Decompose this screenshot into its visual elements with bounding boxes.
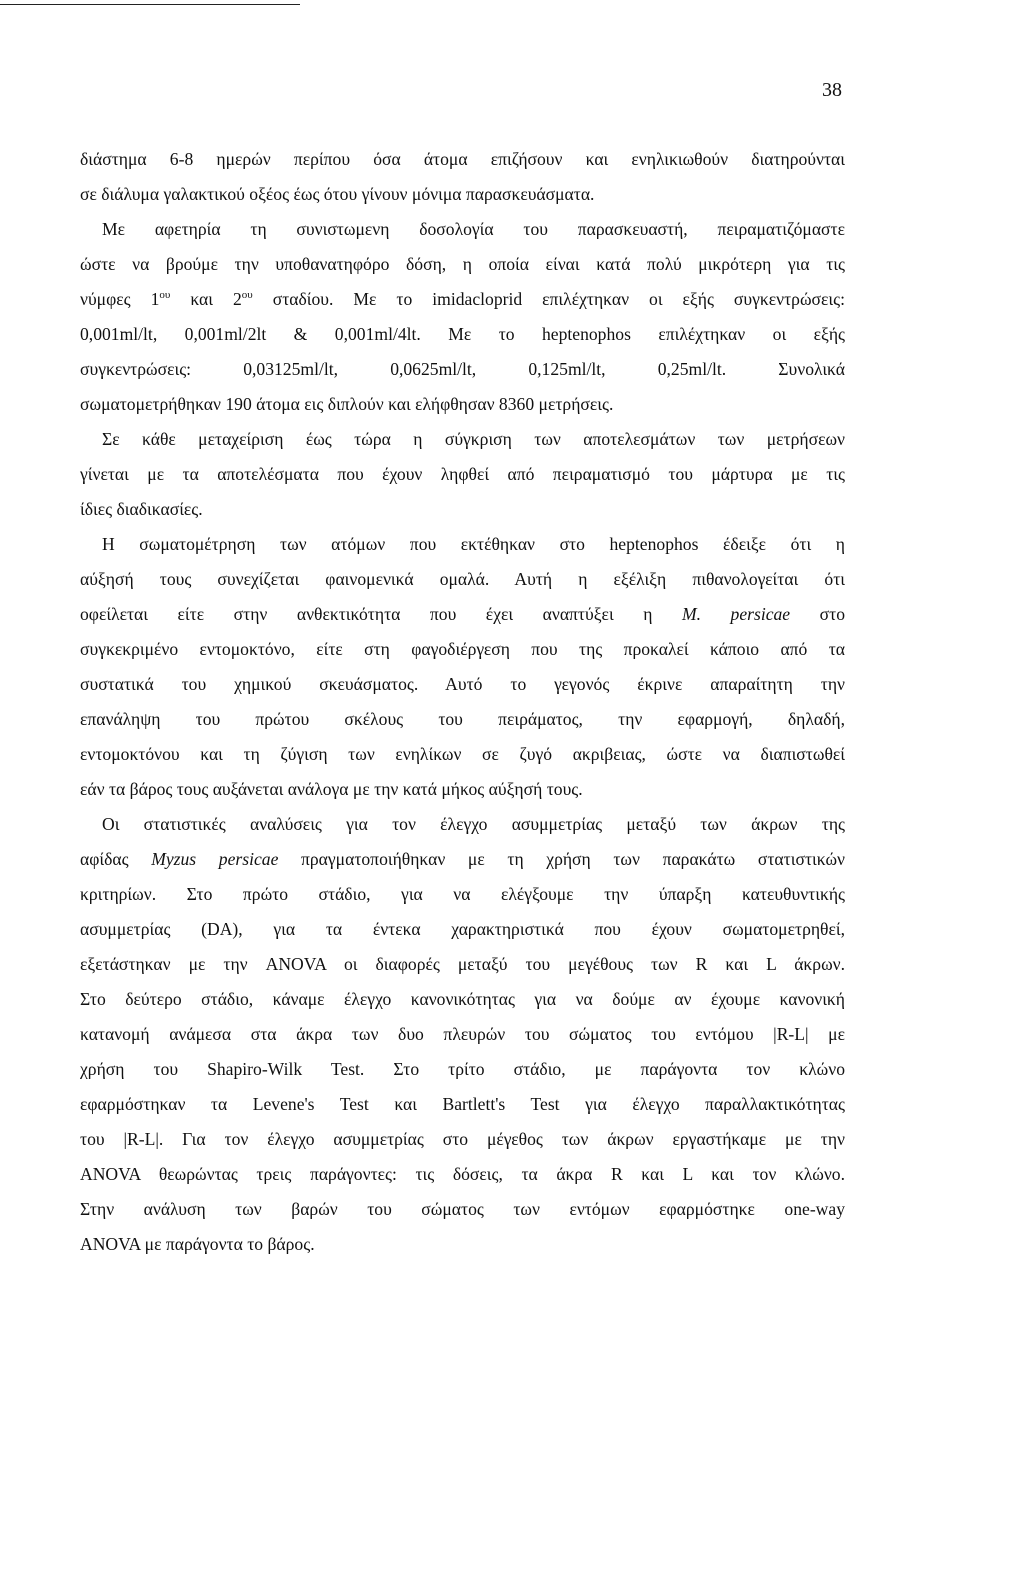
- text-segment: πραγματοποιήθηκαν με τη χρήση των παρακάτω στατιστικών: [278, 849, 845, 869]
- text-line: [80, 212, 845, 247]
- top-rule: [0, 4, 300, 5]
- text-segment: σε διάλυμα γαλακτικού οξέος έως ότου γίνουν μόνιμα παρασκευάσματα.: [80, 184, 595, 204]
- text-line: [80, 1017, 845, 1052]
- text-segment: εντομοκτόνου και τη ζύγιση των ενηλίκων σε ζυγό ακριβειας, ώστε να διαπιστωθεί: [80, 744, 845, 764]
- text-line: [80, 142, 845, 177]
- text-segment: κατανομή ανάμεσα στα άκρα των δυο πλευρών του σώματος του εντόμου |R-L| με: [80, 1024, 845, 1044]
- text-segment: ίδιες διαδικασίες.: [80, 499, 203, 519]
- text-segment: κριτηρίων. Στο πρώτο στάδιο, για να ελέγξουμε την ύπαρξη κατευθυντικής: [80, 884, 845, 904]
- text-segment: οφείλεται είτε στην ανθεκτικότητα που έχει αναπτύξει η: [80, 604, 682, 624]
- text-line: [80, 247, 845, 282]
- text-line: [80, 1052, 845, 1087]
- text-segment: νύμφες 1: [80, 289, 160, 309]
- text-line: [80, 387, 845, 422]
- text-line: [80, 562, 845, 597]
- text-line: [80, 807, 845, 842]
- text-segment: του |R-L|. Για τον έλεγχο ασυμμετρίας στο μέγεθος των άκρων εργαστήκαμε με την: [80, 1129, 845, 1149]
- text-segment: ασυμμετρίας (DA), για τα έντεκα χαρακτηριστικά που έχουν σωματομετρηθεί,: [80, 919, 845, 939]
- text-line: [80, 282, 845, 317]
- text-segment: Με αφετηρία τη συνιστωμενη δοσολογία του παρασκευαστή, πειραματιζόμαστε: [102, 219, 845, 239]
- text-line: [80, 352, 845, 387]
- text-line: [80, 1157, 845, 1192]
- text-segment: εφαρμόστηκαν τα Levene's Test και Bartlett's Test για έλεγχο παραλλακτικότητας: [80, 1094, 845, 1114]
- text-line: [80, 702, 845, 737]
- text-segment: και 2: [170, 289, 242, 309]
- text-line: [80, 597, 845, 632]
- text-segment: σταδίου. Με το imidacloprid επιλέχτηκαν οι εξής συγκεντρώσεις:: [252, 289, 845, 309]
- text-line: [80, 947, 845, 982]
- text-line: [80, 422, 845, 457]
- text-line: [80, 492, 845, 527]
- text-line: [80, 667, 845, 702]
- text-line: [80, 1087, 845, 1122]
- text-segment: εάν τα βάρος τους αυξάνεται ανάλογα με την κατά μήκος αύξησή τους.: [80, 779, 583, 799]
- text-segment: Σε κάθε μεταχείριση έως τώρα η σύγκριση των αποτελεσμάτων των μετρήσεων: [102, 429, 845, 449]
- text-line: [80, 457, 845, 492]
- text-line: [80, 737, 845, 772]
- text-line: [80, 317, 845, 352]
- text-line: [80, 877, 845, 912]
- text-segment: ANOVA με παράγοντα το βάρος.: [80, 1234, 315, 1254]
- text-segment: διάστημα 6-8 ημερών περίπου όσα άτομα επιζήσουν και ενηλικιωθούν διατηρούνται: [80, 149, 845, 169]
- text-segment: Στο δεύτερο στάδιο, κάναμε έλεγχο κανονικότητας για να δούμε αν έχουμε κανονική: [80, 989, 845, 1009]
- text-segment: Η σωματομέτρηση των ατόμων που εκτέθηκαν στο heptenophos έδειξε ότι η: [102, 534, 845, 554]
- text-segment: στο: [790, 604, 846, 624]
- text-line: [80, 527, 845, 562]
- text-line: [80, 1192, 845, 1227]
- text-segment: συγκεκριμένο εντομοκτόνο, είτε στη φαγοδιέργεση που της προκαλεί κάποιο από τα: [80, 639, 845, 659]
- superscript: ου: [159, 289, 171, 301]
- superscript: ου: [241, 289, 253, 301]
- italic-text: Myzus persicae: [151, 849, 279, 869]
- text-segment: σωματομετρήθηκαν 190 άτομα εις διπλούν και ελήφθησαν 8360 μετρήσεις.: [80, 394, 614, 414]
- text-segment: αφίδας: [80, 849, 152, 869]
- text-line: [80, 177, 845, 212]
- text-line: [80, 982, 845, 1017]
- text-line: [80, 912, 845, 947]
- text-segment: συστατικά του χημικού σκευάσματος. Αυτό το γεγονός έκρινε απαραίτητη την: [80, 674, 845, 694]
- text-line: [80, 842, 845, 877]
- page-number: 38: [822, 79, 842, 101]
- text-segment: αύξησή τους συνεχίζεται φαινομενικά ομαλά. Αυτή η εξέλιξη πιθανολογείται ότι: [80, 569, 845, 589]
- text-segment: ANOVA θεωρώντας τρεις παράγοντες: τις δόσεις, τα άκρα R και L και τον κλώνο.: [80, 1164, 845, 1184]
- text-segment: εξετάστηκαν με την ANOVA οι διαφορές μεταξύ του μεγέθους των R και L άκρων.: [80, 954, 845, 974]
- text-line: [80, 772, 845, 807]
- text-line: [80, 1227, 845, 1262]
- text-segment: χρήση του Shapiro-Wilk Test. Στο τρίτο στάδιο, με παράγοντα τον κλώνο: [80, 1059, 845, 1079]
- text-segment: επανάληψη του πρώτου σκέλους του πειράματος, την εφαρμογή, δηλαδή,: [80, 709, 845, 729]
- text-segment: Στην ανάλυση των βαρών του σώματος των εντόμων εφαρμόστηκε one-way: [80, 1199, 845, 1219]
- italic-text: M. persicae: [681, 604, 791, 624]
- text-line: [80, 632, 845, 667]
- text-segment: ώστε να βρούμε την υποθανατηφόρο δόση, η οποία είναι κατά πολύ μικρότερη για τις: [80, 254, 845, 274]
- text-line: [80, 1122, 845, 1157]
- text-segment: γίνεται με τα αποτελέσματα που έχουν ληφθεί από πειραματισμό του μάρτυρα με τις: [80, 464, 845, 484]
- text-segment: 0,001ml/lt, 0,001ml/2lt & 0,001ml/4lt. Με το heptenophos επιλέχτηκαν οι εξής: [80, 324, 845, 344]
- text-segment: Οι στατιστικές αναλύσεις για τον έλεγχο ασυμμετρίας μεταξύ των άκρων της: [102, 814, 845, 834]
- body-text: [80, 142, 845, 1262]
- text-segment: συγκεντρώσεις: 0,03125ml/lt, 0,0625ml/lt, 0,125ml/lt, 0,25ml/lt. Συνολικά: [80, 359, 845, 379]
